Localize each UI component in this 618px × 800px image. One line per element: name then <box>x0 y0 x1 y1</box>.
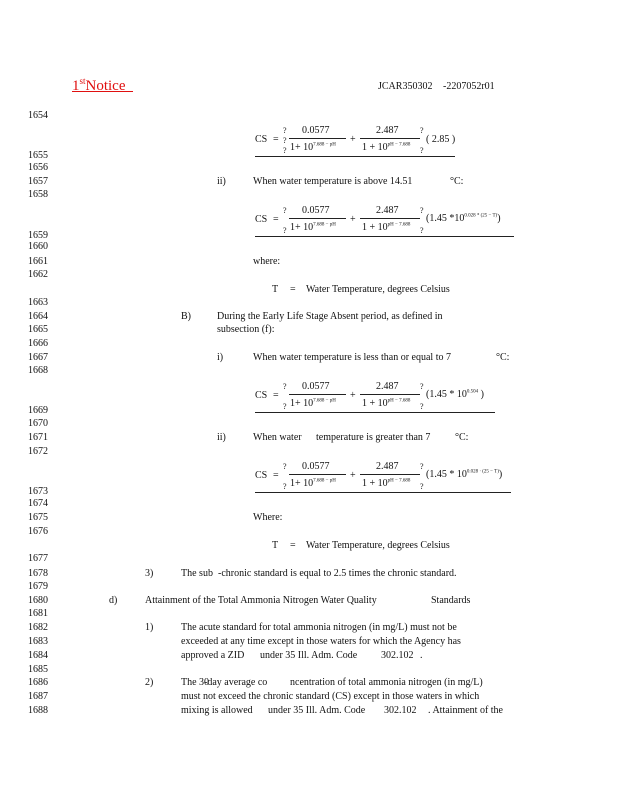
line-number: 1685 <box>28 664 48 675</box>
cs-symbol: CS <box>255 390 268 401</box>
plus-sign: + <box>350 134 356 145</box>
line-number: 1672 <box>28 446 48 457</box>
doc-revision: -2207052r01 <box>443 81 495 92</box>
t-definition: Water Temperature, degrees Celsius <box>306 540 450 551</box>
line-number: 1657 <box>28 176 48 187</box>
fraction-bar <box>360 474 420 475</box>
bracket-glyph: ? <box>283 482 287 491</box>
bracket-glyph: ? <box>283 402 287 411</box>
line-number: 1669 <box>28 405 48 416</box>
paragraph-text: . Attainment of the <box>428 705 503 716</box>
fraction-bar <box>289 474 346 475</box>
line-number: 1675 <box>28 512 48 523</box>
bracket-glyph: ? <box>420 462 424 471</box>
subsection-text: subsection (f): <box>217 324 275 335</box>
line-number: 1688 <box>28 705 48 716</box>
section-heading: Attainment of the Total Ammonia Nitrogen Water Quality <box>145 595 377 606</box>
formula-underline <box>255 156 455 157</box>
cs-symbol: CS <box>255 214 268 225</box>
bracket-glyph: ? <box>283 146 287 155</box>
item-label: B) <box>181 311 191 322</box>
unit-text: °C: <box>455 432 469 443</box>
bracket-glyph: ? <box>283 136 287 145</box>
numerator-1: 0.0577 <box>302 381 330 392</box>
plus-sign: + <box>350 390 356 401</box>
fraction-bar <box>289 138 346 139</box>
equals-sign: = <box>273 134 279 145</box>
bracket-glyph: ? <box>420 226 424 235</box>
numerator-2: 2.487 <box>376 381 399 392</box>
paragraph-text: 302.102 <box>384 705 417 716</box>
line-number: 1673 <box>28 486 48 497</box>
item-label: i) <box>217 352 224 363</box>
line-number: 1684 <box>28 650 48 661</box>
numerator-2: 2.487 <box>376 461 399 472</box>
denominator-1: $1+ 10^{7.688 - pH}$ <box>290 222 336 233</box>
paragraph-text: under 35 Ill. Adm. Code <box>260 650 358 661</box>
denominator-2: $1 + 10^{pH - 7.688}$ <box>362 222 411 233</box>
unit-text: °C: <box>450 176 464 187</box>
paragraph-text: The acute standard for total ammonia nitrogen (in mg/L) must not be <box>181 622 457 633</box>
bracket-glyph: ? <box>420 402 424 411</box>
denominator-1: $1+ 10^{7.688 - pH}$ <box>290 478 336 489</box>
line-number: 1655 <box>28 150 48 161</box>
denominator-1: $1+ 10^{7.688 - pH}$ <box>290 142 336 153</box>
item-label: ii) <box>217 432 226 443</box>
bracket-glyph: ? <box>420 382 424 391</box>
multiplier: $(1.45 * 10^{0.028 \cdot (25 - T)})$ <box>426 469 503 480</box>
paragraph-text: . <box>420 650 423 661</box>
line-number: 1663 <box>28 297 48 308</box>
equals-sign: = <box>290 284 296 295</box>
unit-text: °C: <box>496 352 510 363</box>
denominator-2: $1 + 10^{pH - 7.688}$ <box>362 398 411 409</box>
doc-id: JCAR350302 <box>378 81 433 92</box>
section-heading: Standards <box>431 595 471 606</box>
bracket-glyph: ? <box>283 226 287 235</box>
t-symbol: T <box>272 540 279 551</box>
paragraph-text: approved a ZID <box>181 650 245 661</box>
plus-sign: + <box>350 214 356 225</box>
line-number: 1668 <box>28 365 48 376</box>
paragraph-text: must not exceed the chronic standard (CS) except in those waters in which <box>181 691 480 702</box>
equals-sign: = <box>273 390 279 401</box>
bracket-glyph: ? <box>420 126 424 135</box>
paragraph-text: -chronic standard is equal to 2.5 times the chronic standard. <box>218 568 457 579</box>
item-label: d) <box>109 595 118 606</box>
cs-symbol: CS <box>255 134 268 145</box>
multiplier: ($1.45 * 10^{0.504}$ ) <box>426 389 484 400</box>
bracket-glyph: ? <box>283 126 287 135</box>
line-number: 1683 <box>28 636 48 647</box>
line-number: 1681 <box>28 608 48 619</box>
line-number: 1659 <box>28 230 48 241</box>
numerator-1: 0.0577 <box>302 125 330 136</box>
bracket-glyph: ? <box>420 146 424 155</box>
paragraph-text: under 35 Ill. Adm. Code <box>268 705 366 716</box>
numerator-2: 2.487 <box>376 125 399 136</box>
line-number: 1662 <box>28 269 48 280</box>
paragraph-text: -day average co <box>204 677 268 688</box>
where-label: Where: <box>253 512 283 523</box>
bracket-glyph: ? <box>283 462 287 471</box>
condition-text: When water <box>253 432 302 443</box>
formula-underline <box>255 412 495 413</box>
equals-sign: = <box>290 540 296 551</box>
line-number: 1679 <box>28 581 48 592</box>
numerator-2: 2.487 <box>376 205 399 216</box>
line-number: 1677 <box>28 553 48 564</box>
notice-label: 1stNotice <box>72 76 126 94</box>
paragraph-text: 302.102 <box>381 650 414 661</box>
t-definition: Water Temperature, degrees Celsius <box>306 284 450 295</box>
cs-symbol: CS <box>255 470 268 481</box>
item-label: 1) <box>145 622 154 633</box>
where-label: where: <box>253 256 281 267</box>
line-number: 1678 <box>28 568 48 579</box>
bracket-glyph: ? <box>283 206 287 215</box>
subsection-text: During the Early Life Stage Absent period, as defined in <box>217 311 443 322</box>
paragraph-text: ncentration of total ammonia nitrogen (in mg/L) <box>290 677 483 688</box>
paragraph-text: exceeded at any time except in those waters for which the Agency has <box>181 636 461 647</box>
t-symbol: T <box>272 284 279 295</box>
paragraph-text: The sub <box>181 568 213 579</box>
bracket-glyph: ? <box>420 482 424 491</box>
line-number: 1682 <box>28 622 48 633</box>
line-number: 1666 <box>28 338 48 349</box>
multiplier: ( 2.85 ) <box>426 134 456 145</box>
numerator-1: 0.0577 <box>302 205 330 216</box>
formula-underline <box>255 236 514 237</box>
paragraph-text: mixing is allowed <box>181 705 253 716</box>
line-number: 1667 <box>28 352 48 363</box>
fraction-bar <box>360 394 420 395</box>
line-number: 1665 <box>28 324 48 335</box>
denominator-2: $1 + 10^{pH - 7.688}$ <box>362 142 411 153</box>
condition-text: When water temperature is less than or equal to 7 <box>253 352 451 363</box>
item-label: ii) <box>217 176 226 187</box>
line-number: 1680 <box>28 595 48 606</box>
paragraph-text: The 30 <box>181 677 210 688</box>
denominator-2: $1 + 10^{pH - 7.688}$ <box>362 478 411 489</box>
plus-sign: + <box>350 470 356 481</box>
multiplier: (1.45 $*10^{0.028 * (25 - T)}$) <box>426 213 501 224</box>
line-number: 1661 <box>28 256 48 267</box>
line-number: 1658 <box>28 189 48 200</box>
line-number: 1676 <box>28 526 48 537</box>
fraction-bar <box>360 138 420 139</box>
bracket-glyph: ? <box>420 206 424 215</box>
fraction-bar <box>289 394 346 395</box>
line-number: 1654 <box>28 110 48 121</box>
numerator-1: 0.0577 <box>302 461 330 472</box>
equals-sign: = <box>273 214 279 225</box>
condition-text: When water temperature is above 14.51 <box>253 176 413 187</box>
condition-text: temperature is greater than 7 <box>316 432 431 443</box>
fraction-bar <box>360 218 420 219</box>
item-label: 3) <box>145 568 154 579</box>
bracket-glyph: ? <box>283 382 287 391</box>
line-number: 1671 <box>28 432 48 443</box>
fraction-bar <box>289 218 346 219</box>
line-number: 1687 <box>28 691 48 702</box>
line-number: 1674 <box>28 498 48 509</box>
line-number: 1660 <box>28 241 48 252</box>
line-number: 1664 <box>28 311 48 322</box>
line-number: 1656 <box>28 162 48 173</box>
equals-sign: = <box>273 470 279 481</box>
formula-underline <box>255 492 511 493</box>
denominator-1: $1+ 10^{7.688 - pH}$ <box>290 398 336 409</box>
line-number: 1670 <box>28 418 48 429</box>
item-label: 2) <box>145 677 154 688</box>
line-number: 1686 <box>28 677 48 688</box>
